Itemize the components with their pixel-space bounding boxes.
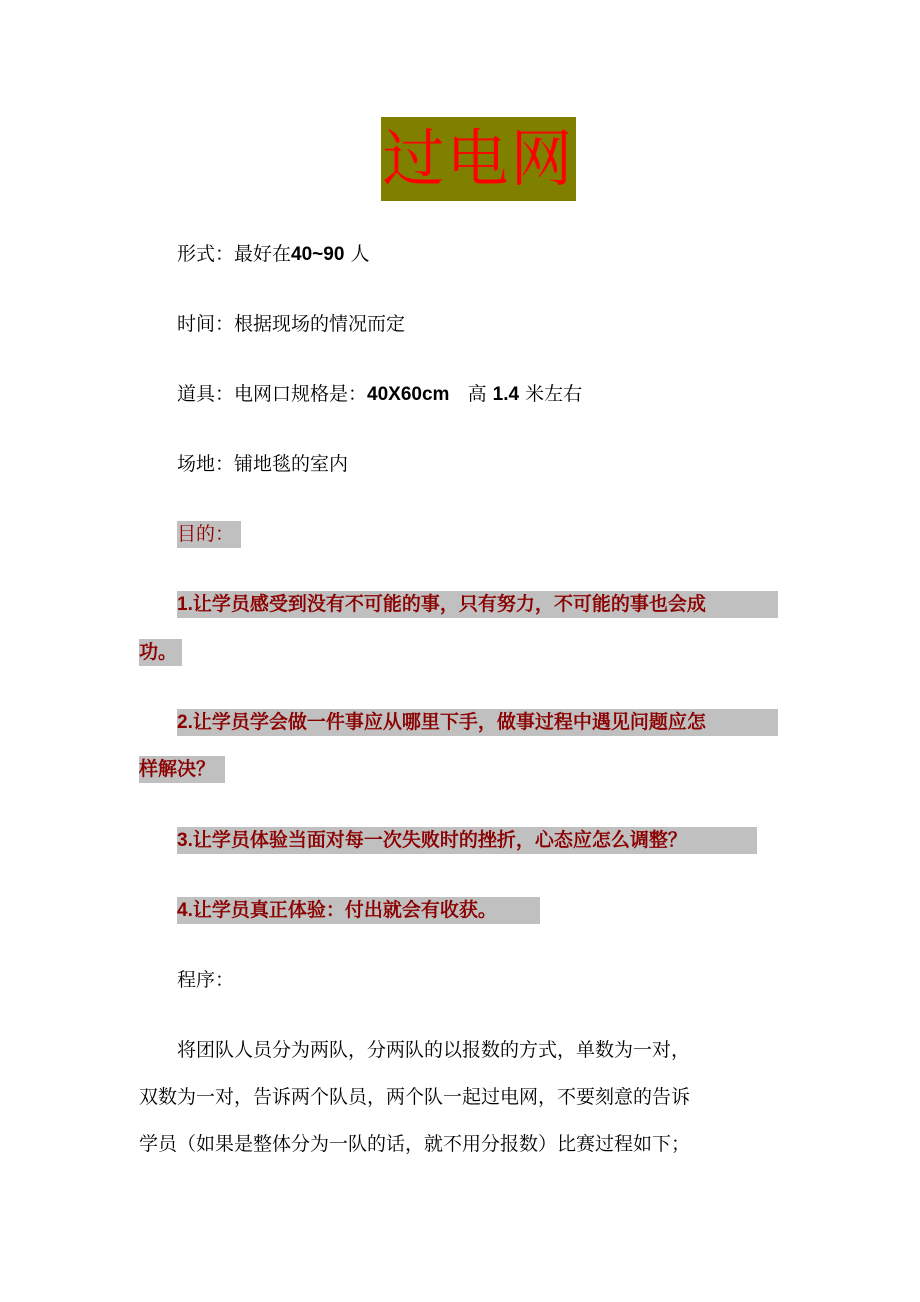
procedure-line-1: 将团队人员分为两队，分两队的以报数的方式，单数为一对， bbox=[177, 1039, 691, 1061]
goal-number: 1. bbox=[177, 594, 193, 615]
field-label: 道具： bbox=[177, 383, 235, 405]
goal-item-2-cont bbox=[139, 756, 215, 782]
goals-heading-box bbox=[177, 521, 241, 548]
goal-text: 样解决？ bbox=[139, 758, 216, 780]
page-title: 过电网 bbox=[382, 122, 575, 195]
goal-item-1 bbox=[177, 591, 706, 618]
field-text: 根据现场的情况而定 bbox=[234, 313, 406, 335]
field-text: 米左右 bbox=[525, 383, 583, 405]
procedure-line-3: 学员（如果是整体分为一队的话，就不用分报数）比赛过程如下； bbox=[139, 1133, 691, 1155]
field-label: 时间： bbox=[177, 313, 235, 335]
field-time bbox=[177, 311, 405, 337]
goal-number: 3. bbox=[177, 830, 193, 851]
field-label: 形式： bbox=[177, 243, 235, 265]
field-text: 电网口规格是： bbox=[234, 383, 368, 405]
goal-item-2 bbox=[177, 709, 706, 736]
goal-item-3 bbox=[177, 827, 687, 854]
goal-item-1-cont bbox=[139, 639, 177, 665]
field-number: 40~90 bbox=[291, 244, 345, 265]
procedure-heading: 程序： bbox=[177, 969, 235, 991]
goals-heading: 目的： bbox=[177, 523, 235, 545]
field-props bbox=[177, 381, 582, 408]
field-label: 场地： bbox=[177, 453, 235, 475]
goal-item-4 bbox=[177, 897, 497, 924]
goal-text: 让学员真正体验：付出就会有收获。 bbox=[192, 899, 497, 921]
field-size: 40X60cm bbox=[367, 384, 450, 405]
goal-number: 2. bbox=[177, 712, 193, 733]
field-text: 高 bbox=[467, 383, 487, 405]
field-format bbox=[177, 241, 369, 268]
goal-text: 让学员体验当面对每一次失败时的挫折，心态应怎么调整？ bbox=[192, 829, 687, 851]
title-banner bbox=[381, 117, 576, 201]
goal-text: 让学员感受到没有不可能的事，只有努力，不可能的事也会成 bbox=[192, 593, 706, 615]
field-text: 最好在 bbox=[234, 243, 292, 265]
procedure-line-2: 双数为一对，告诉两个队员，两个队一起过电网，不要刻意的告诉 bbox=[139, 1086, 691, 1108]
field-height: 1.4 bbox=[492, 384, 520, 405]
goal-text: 让学员学会做一件事应从哪里下手，做事过程中遇见问题应怎 bbox=[192, 711, 706, 733]
goal-number: 4. bbox=[177, 900, 193, 921]
field-text: 铺地毯的室内 bbox=[234, 453, 349, 475]
field-text: 人 bbox=[350, 243, 370, 265]
goal-text: 功。 bbox=[139, 641, 178, 663]
field-venue bbox=[177, 451, 348, 477]
